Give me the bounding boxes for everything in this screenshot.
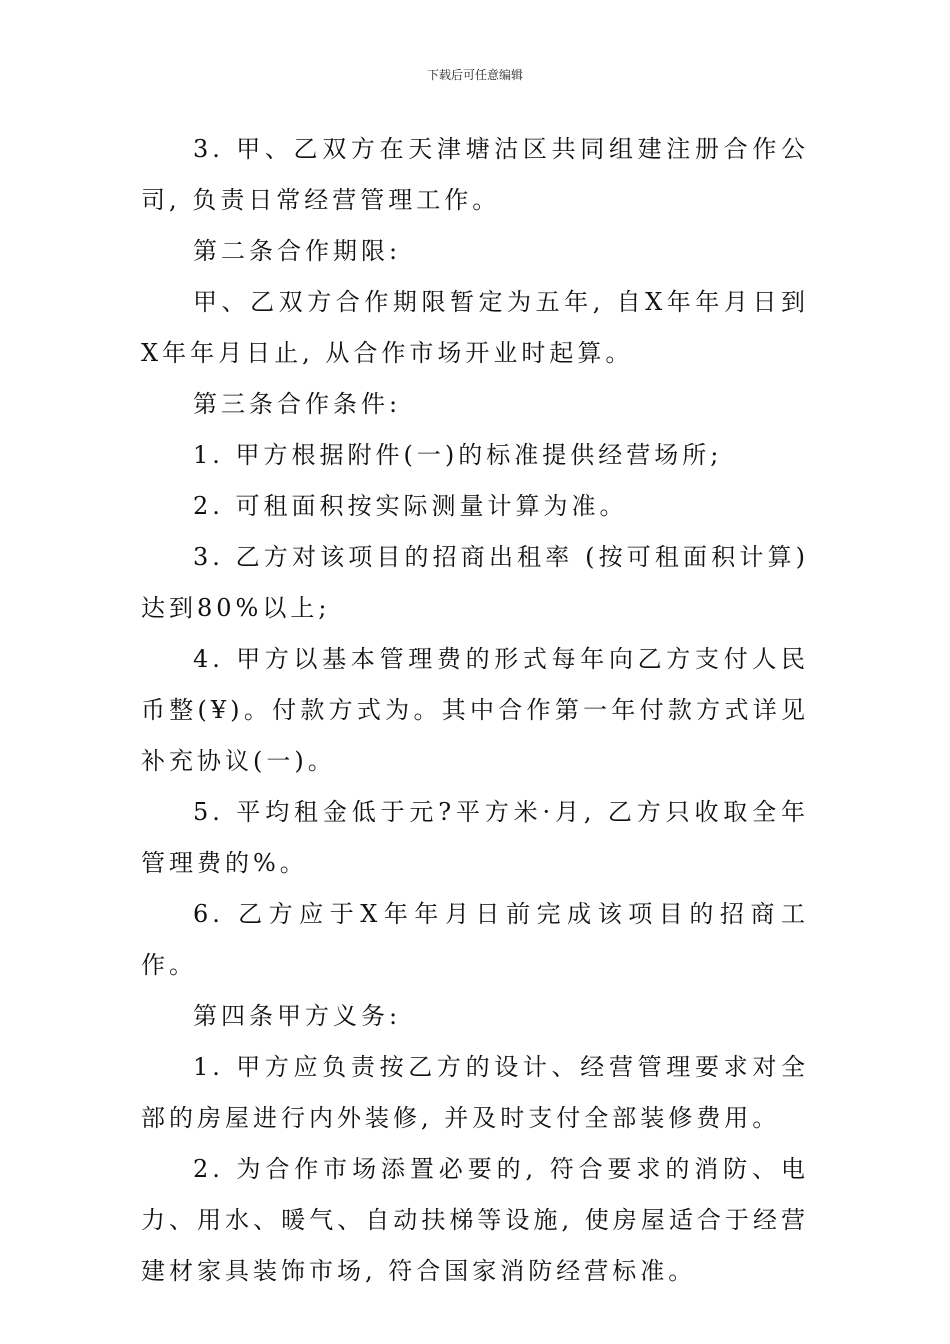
paragraph-condition-4: 4. 甲方以基本管理费的形式每年向乙方支付人民币整(¥)。付款方式为。其中合作第一年付款方式详见补充协议(一)。 — [141, 645, 809, 775]
paragraph-condition-2: 2. 可租面积按实际测量计算为准。 — [193, 492, 628, 520]
heading-article-3: 第三条合作条件: — [193, 390, 402, 418]
document-body — [141, 124, 809, 1297]
paragraph-obligation-2: 2. 为合作市场添置必要的, 符合要求的消防、电力、用水、暖气、自动扶梯等设施, 使房屋适合于经营建材家具装饰市场, 符合国家消防经营标准。 — [141, 1155, 809, 1285]
paragraph-condition-5: 5. 平均租金低于元?平方米·月, 乙方只收取全年管理费的%。 — [141, 798, 809, 877]
heading-article-2: 第二条合作期限: — [193, 237, 402, 265]
page-header-note: 下载后可任意编辑 — [426, 68, 523, 82]
paragraph-condition-1: 1. 甲方根据附件(一)的标准提供经营场所; — [193, 441, 723, 469]
paragraph-condition-6: 6. 乙方应于X年年月日前完成该项目的招商工作。 — [141, 900, 809, 979]
paragraph-obligation-1: 1. 甲方应负责按乙方的设计、经营管理要求对全部的房屋进行内外装修, 并及时支付全部装修费用。 — [141, 1053, 809, 1132]
paragraph-condition-3: 3. 乙方对该项目的招商出租率 (按可租面积计算) 达到80%以上; — [141, 543, 809, 622]
paragraph-term: 甲、乙双方合作期限暂定为五年, 自X年年月日到X年年月日止, 从合作市场开业时起算。 — [141, 288, 809, 367]
paragraph-clause-3: 3. 甲、乙双方在天津塘沽区共同组建注册合作公司, 负责日常经营管理工作。 — [141, 135, 809, 214]
heading-article-4: 第四条甲方义务: — [193, 1002, 402, 1030]
